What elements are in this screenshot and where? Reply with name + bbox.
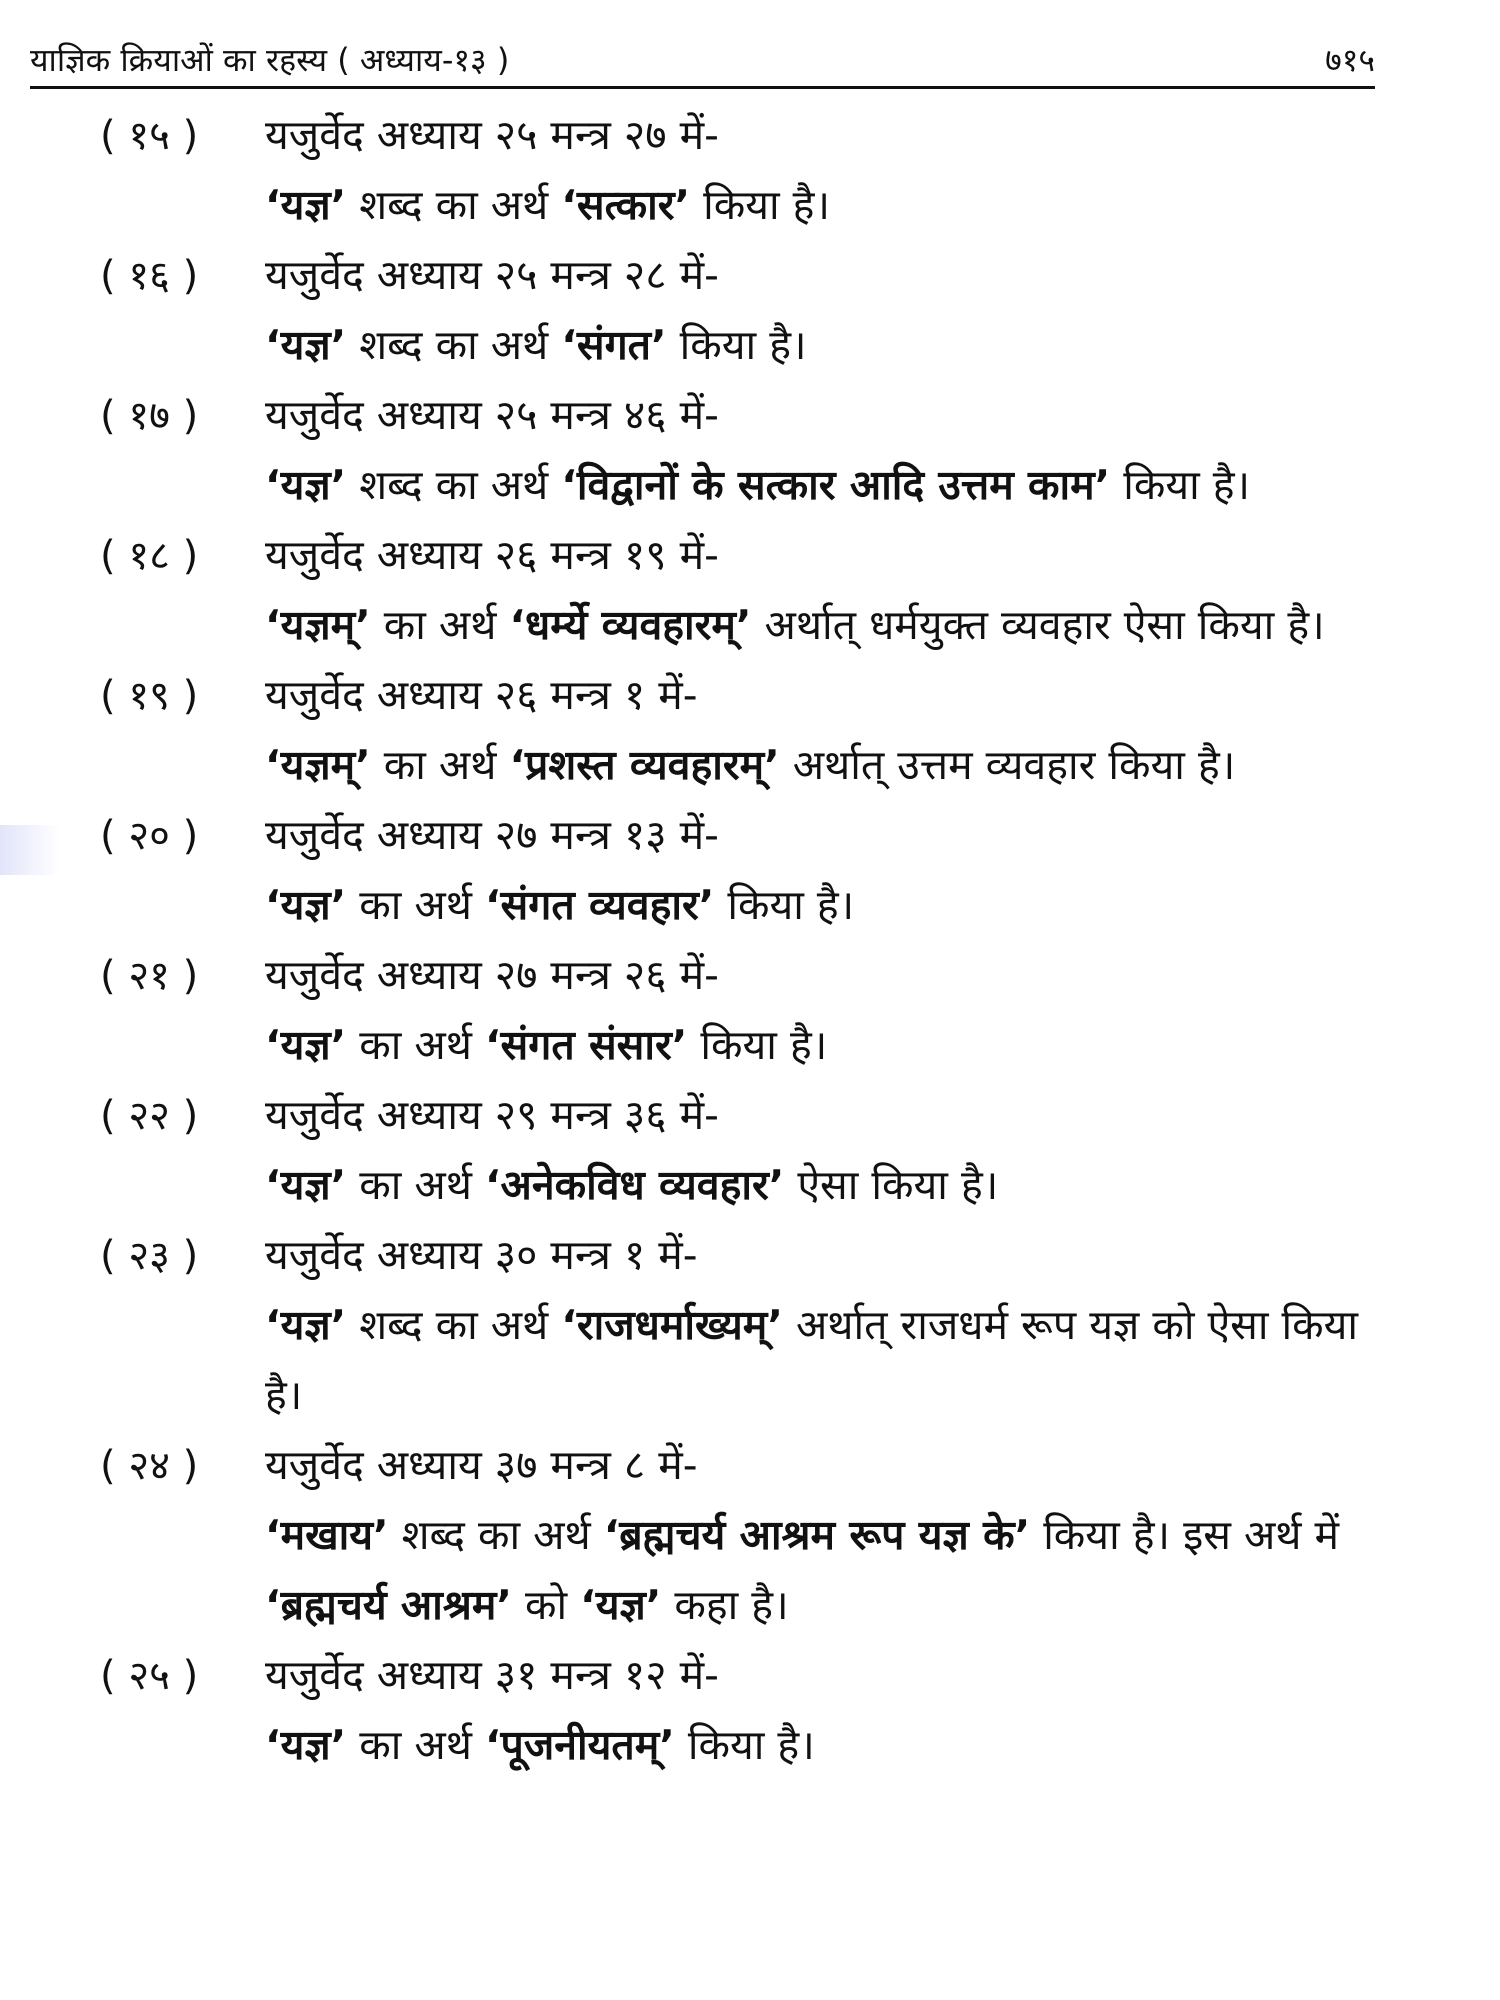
body-segment: का अर्थ <box>346 1161 485 1209</box>
entry-reference: यजुर्वेद अध्याय ३० मन्त्र १ में- <box>265 1231 698 1279</box>
entry-heading <box>100 1220 1380 1290</box>
body-segment: किया है। <box>714 881 855 929</box>
body-segment: अर्थात् राजधर्म रूप यज्ञ को ऐसा किया है। <box>265 1301 1359 1419</box>
emphasized-term: ‘प्रशस्त व्यवहारम्’ <box>509 741 780 789</box>
entry-heading <box>100 100 1380 170</box>
entry-reference: यजुर्वेद अध्याय २६ मन्त्र १९ में- <box>265 531 719 579</box>
entry-body <box>265 870 1375 940</box>
emphasized-term: ‘यज्ञ’ <box>265 1301 347 1349</box>
list-item <box>100 660 1380 800</box>
entry-reference: यजुर्वेद अध्याय २७ मन्त्र २६ में- <box>265 951 719 999</box>
emphasized-term: ‘संगत संसार’ <box>484 1021 688 1069</box>
emphasized-term: ‘संगत’ <box>561 321 667 369</box>
page-header <box>30 34 1375 89</box>
body-segment: को <box>511 1581 581 1629</box>
body-segment: किया है। <box>690 181 830 229</box>
entry-reference: यजुर्वेद अध्याय २६ मन्त्र १ में- <box>265 671 698 719</box>
entry-reference: यजुर्वेद अध्याय २५ मन्त्र ४६ में- <box>265 391 719 439</box>
emphasized-term: ‘यज्ञम्’ <box>265 601 371 649</box>
entry-heading <box>100 800 1380 870</box>
entry-number: ( १७ ) <box>100 393 199 439</box>
entry-reference: यजुर्वेद अध्याय २५ मन्त्र २७ में- <box>265 111 719 159</box>
body-segment: अर्थात् उत्तम व्यवहार किया है। <box>779 741 1236 789</box>
body-segment: शब्द का अर्थ <box>388 1511 604 1559</box>
entry-heading <box>100 380 1380 450</box>
entry-number: ( २० ) <box>100 813 199 859</box>
entry-reference: यजुर्वेद अध्याय ३१ मन्त्र १२ में- <box>265 1651 719 1699</box>
entry-reference: यजुर्वेद अध्याय २७ मन्त्र १३ में- <box>265 811 719 859</box>
entry-number: ( २२ ) <box>100 1093 199 1139</box>
entry-number: ( २५ ) <box>100 1653 199 1699</box>
body-segment: शब्द का अर्थ <box>346 321 562 369</box>
list-item <box>100 520 1380 660</box>
entry-heading <box>100 660 1380 730</box>
entry-body <box>265 730 1375 800</box>
emphasized-term: ‘ब्रह्मचर्य आश्रम’ <box>265 1581 512 1629</box>
body-segment: किया है। <box>1110 461 1251 509</box>
entry-heading <box>100 1640 1380 1710</box>
body-segment: का अर्थ <box>370 741 510 789</box>
entry-heading <box>100 1430 1380 1500</box>
entry-body <box>265 1150 1375 1220</box>
emphasized-term: ‘विद्वानों के सत्कार आदि उत्तम काम’ <box>561 461 1111 509</box>
list-item <box>100 940 1380 1080</box>
list-item <box>100 240 1380 380</box>
emphasized-term: ‘धर्म्ये व्यवहारम्’ <box>509 601 752 649</box>
list-item <box>100 800 1380 940</box>
emphasized-term: ‘संगत व्यवहार’ <box>484 881 715 929</box>
entry-number: ( २३ ) <box>100 1233 199 1279</box>
entry-body <box>265 1290 1375 1430</box>
entry-body <box>265 310 1375 380</box>
body-segment: का अर्थ <box>346 881 485 929</box>
list-item <box>100 1080 1380 1220</box>
body-segment: का अर्थ <box>346 1021 485 1069</box>
list-item <box>100 1640 1380 1780</box>
entry-number: ( २१ ) <box>100 953 199 999</box>
emphasized-term: ‘यज्ञ’ <box>580 1581 662 1629</box>
emphasized-term: ‘यज्ञ’ <box>265 1721 347 1769</box>
entry-heading <box>100 940 1380 1010</box>
emphasized-term: ‘यज्ञ’ <box>265 181 347 229</box>
emphasized-term: ‘यज्ञ’ <box>265 461 347 509</box>
running-title: याज्ञिक क्रियाओं का रहस्य ( अध्याय-१३ ) <box>30 41 510 79</box>
page-number: ७१५ <box>1325 41 1375 79</box>
emphasized-term: ‘यज्ञ’ <box>265 881 347 929</box>
list-item <box>100 380 1380 520</box>
emphasized-term: ‘यज्ञम्’ <box>265 741 371 789</box>
body-segment: का अर्थ <box>346 1721 485 1769</box>
entry-number: ( १६ ) <box>100 253 199 299</box>
list-item <box>100 100 1380 240</box>
body-segment: शब्द का अर्थ <box>346 1301 562 1349</box>
entry-heading <box>100 1080 1380 1150</box>
body-segment: कहा है। <box>661 1581 789 1629</box>
entry-body <box>265 590 1375 660</box>
emphasized-term: ‘राजधर्माख्यम्’ <box>561 1301 783 1349</box>
entry-number: ( १९ ) <box>100 673 199 719</box>
entry-body <box>265 1500 1375 1640</box>
entry-reference: यजुर्वेद अध्याय २५ मन्त्र २८ में- <box>265 251 719 299</box>
entry-number: ( १८ ) <box>100 533 199 579</box>
body-segment: किया है। <box>687 1021 828 1069</box>
emphasized-term: ‘मखाय’ <box>265 1511 389 1559</box>
emphasized-term: ‘सत्कार’ <box>561 181 691 229</box>
body-segment: अर्थात् धर्मयुक्त व्यवहार ऐसा किया है। <box>751 601 1325 649</box>
body-segment: ऐसा किया है। <box>784 1161 999 1209</box>
scan-artifact <box>0 825 60 875</box>
entry-list <box>100 100 1380 1780</box>
list-item <box>100 1220 1380 1430</box>
list-item <box>100 1430 1380 1640</box>
body-segment: शब्द का अर्थ <box>346 461 562 509</box>
entry-number: ( २४ ) <box>100 1443 199 1489</box>
entry-heading <box>100 240 1380 310</box>
emphasized-term: ‘ब्रह्मचर्य आश्रम रूप यज्ञ के’ <box>603 1511 1031 1559</box>
entry-body <box>265 1710 1375 1780</box>
body-segment: किया है। इस अर्थ में <box>1030 1511 1340 1559</box>
body-segment: शब्द का अर्थ <box>346 181 562 229</box>
entry-body <box>265 170 1375 240</box>
entry-heading <box>100 520 1380 590</box>
emphasized-term: ‘पूजनीयतम्’ <box>484 1721 675 1769</box>
body-segment: का अर्थ <box>370 601 510 649</box>
emphasized-term: ‘यज्ञ’ <box>265 321 347 369</box>
emphasized-term: ‘यज्ञ’ <box>265 1161 347 1209</box>
entry-body <box>265 1010 1375 1080</box>
emphasized-term: ‘अनेकविध व्यवहार’ <box>484 1161 785 1209</box>
entry-reference: यजुर्वेद अध्याय ३७ मन्त्र ८ में- <box>265 1441 698 1489</box>
entry-number: ( १५ ) <box>100 113 199 159</box>
entry-reference: यजुर्वेद अध्याय २९ मन्त्र ३६ में- <box>265 1091 719 1139</box>
body-segment: किया है। <box>666 321 807 369</box>
body-segment: किया है। <box>674 1721 815 1769</box>
entry-body <box>265 450 1375 520</box>
emphasized-term: ‘यज्ञ’ <box>265 1021 347 1069</box>
